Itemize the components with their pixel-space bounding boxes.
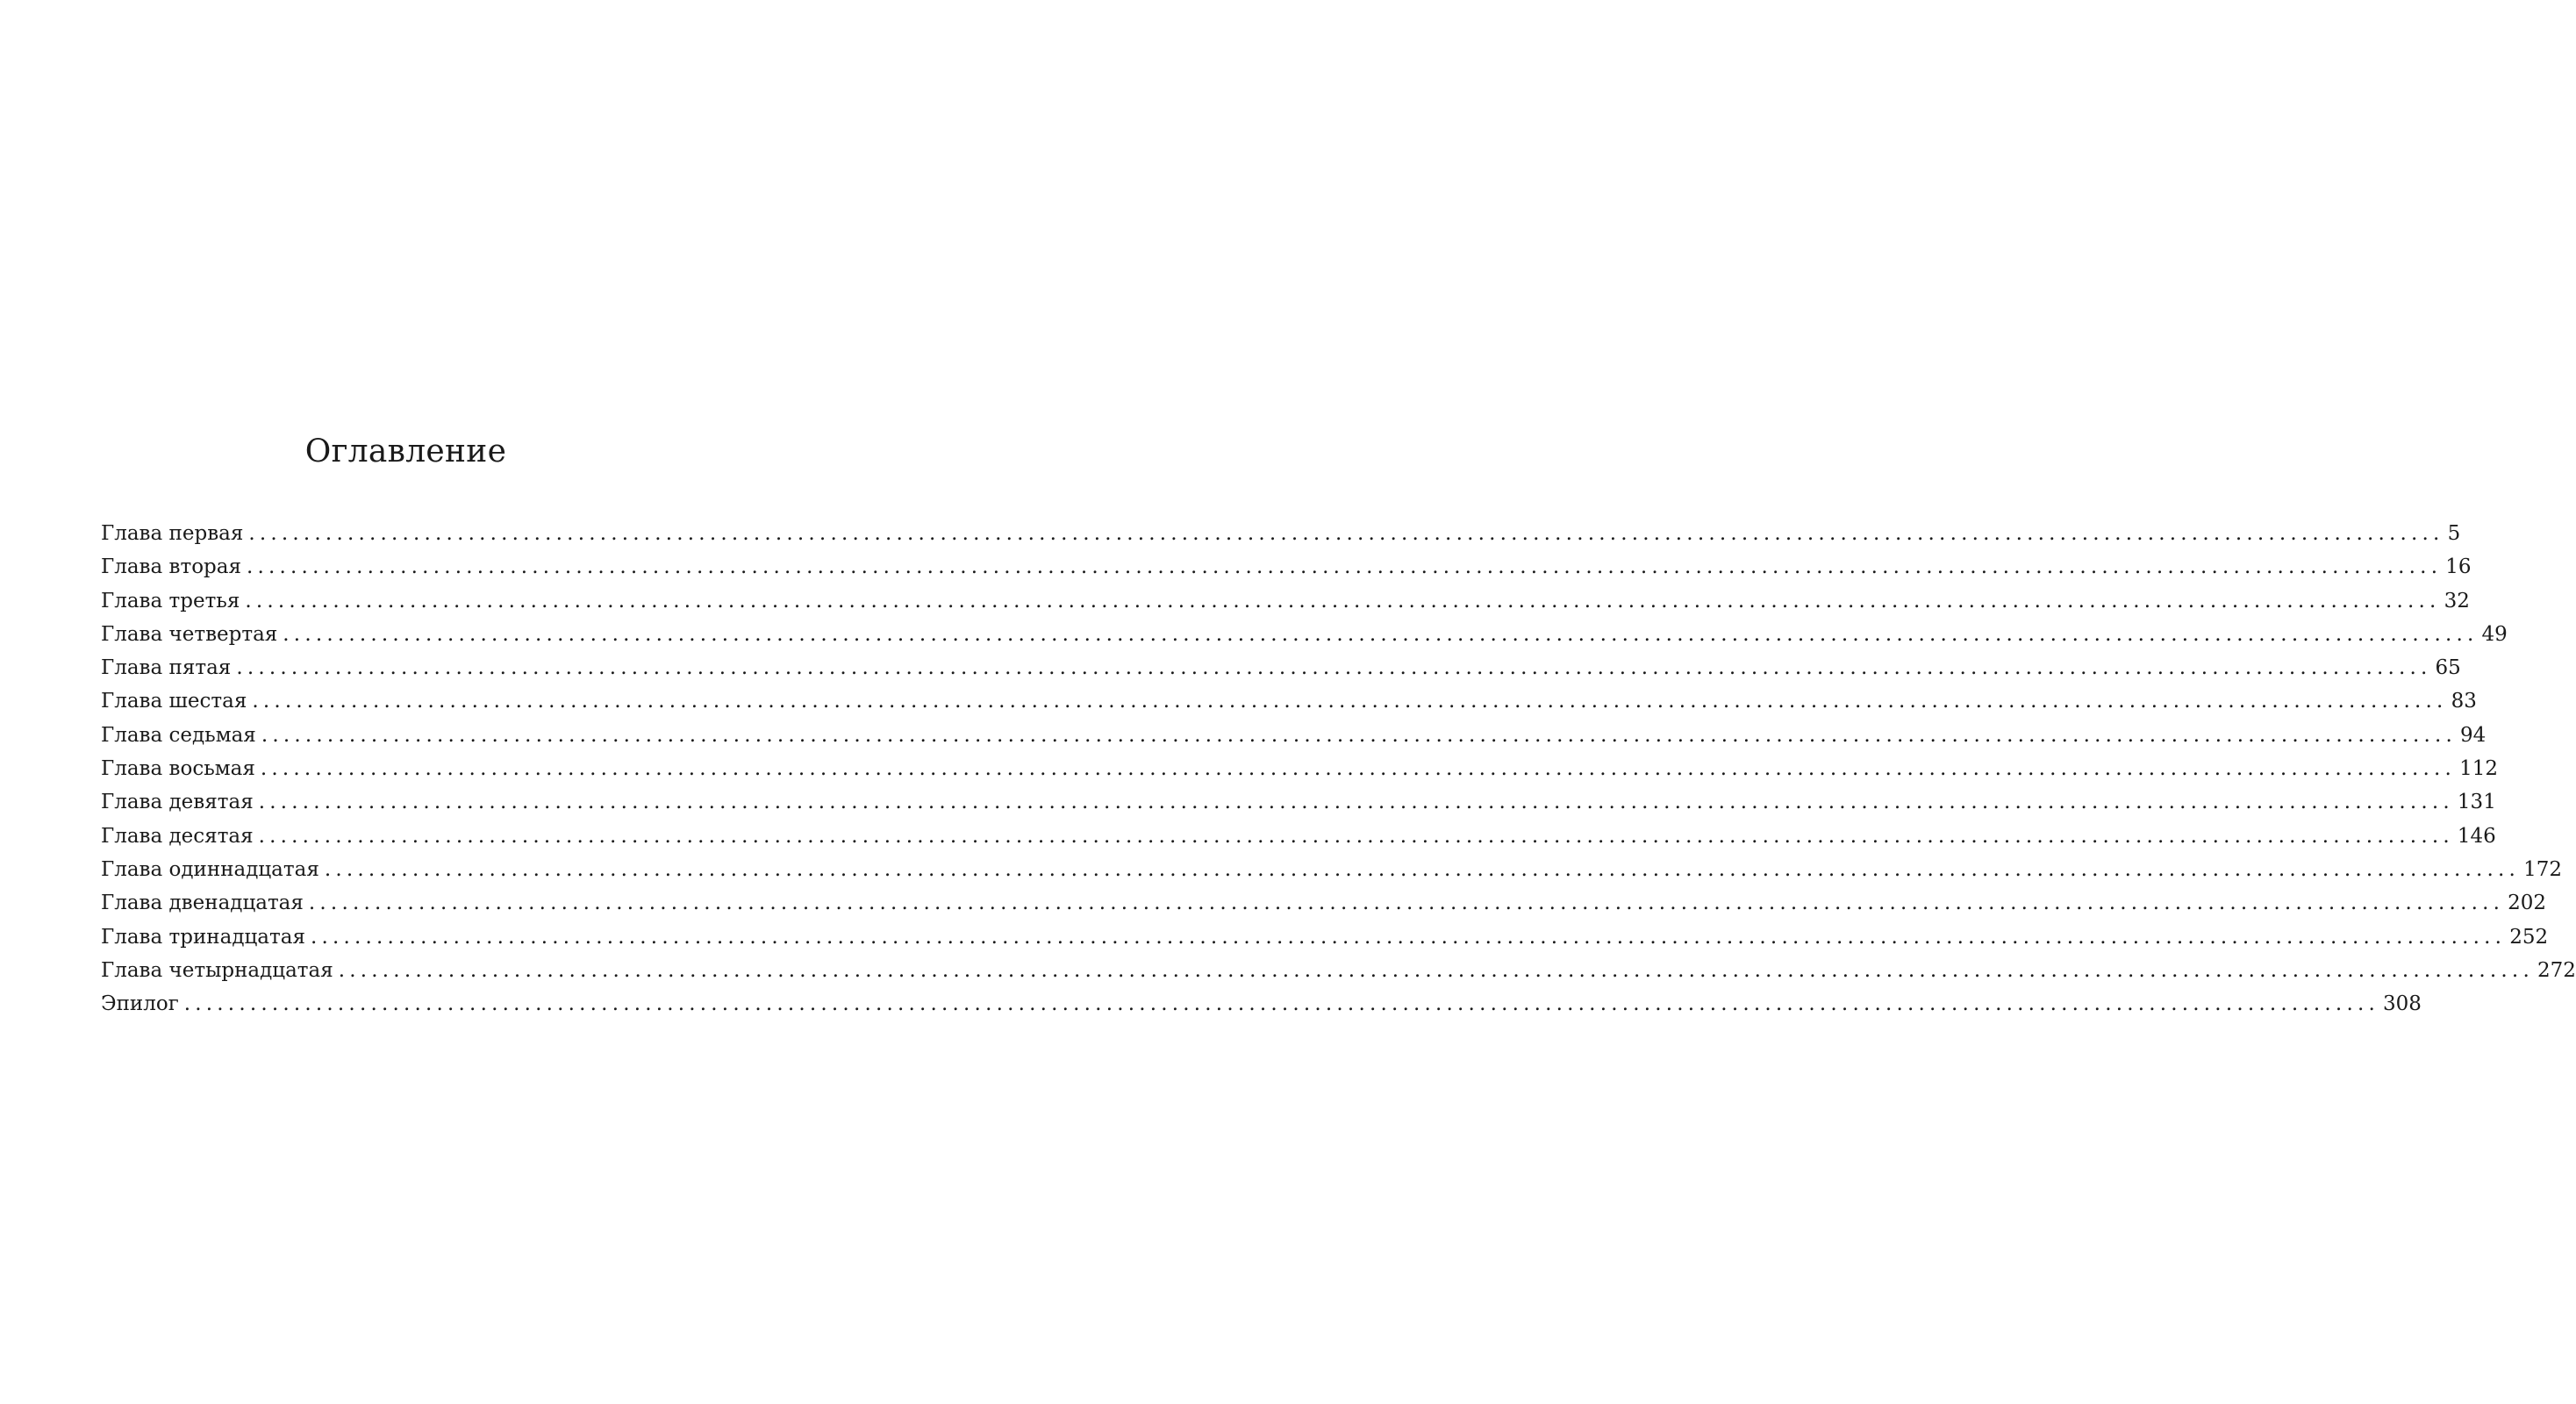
toc-entry-page: 83 (2451, 690, 2477, 713)
toc-entry-page: 131 (2457, 791, 2496, 814)
toc-entry-page: 94 (2460, 723, 2487, 747)
toc-entry (101, 920, 2549, 954)
toc-entry-page: 146 (2457, 824, 2496, 848)
toc-entry-page: 252 (2509, 925, 2549, 949)
toc-leader-dots: ........................................................................................................................................................................................................ (261, 723, 2458, 747)
toc-leader-dots: ........................................................................................................................................................................................................ (338, 958, 2534, 982)
toc-entry-page: 172 (2523, 857, 2562, 881)
toc-entry-page: 32 (2444, 589, 2470, 612)
toc-entry (101, 987, 2422, 1021)
toc-leader-dots: ........................................................................................................................................................................................................ (260, 757, 2457, 781)
toc-entry (101, 618, 2508, 651)
toc-entry (101, 886, 2547, 920)
toc-entry (101, 785, 2496, 819)
toc-entry-label: Глава двенадцатая (101, 892, 304, 915)
toc-leader-dots: ........................................................................................................................................................................................................ (248, 522, 2444, 545)
toc-entry (101, 820, 2496, 853)
toc-entry-label: Глава восьмая (101, 757, 255, 781)
toc-entry (101, 752, 2498, 785)
toc-entry-label: Глава четвертая (101, 622, 278, 646)
toc-entry-label: Глава третья (101, 589, 240, 612)
toc-leader-dots: ........................................................................................................................................................................................................ (258, 824, 2454, 848)
toc-entry-label: Эпилог (101, 992, 179, 1016)
toc-entry-label: Глава вторая (101, 555, 241, 579)
toc-entry-page: 16 (2445, 555, 2472, 579)
toc-entry-label: Глава первая (101, 522, 244, 545)
toc-leader-dots: ........................................................................................................................................................................................................ (245, 589, 2441, 612)
toc-leader-dots: ........................................................................................................................................................................................................ (183, 992, 2379, 1016)
toc-entry (101, 584, 2470, 618)
toc-entry-label: Глава одиннадцатая (101, 857, 319, 881)
toc-leader-dots: ........................................................................................................................................................................................................ (247, 555, 2443, 579)
toc-leader-dots: ........................................................................................................................................................................................................ (310, 925, 2507, 949)
toc-entry-page: 308 (2382, 992, 2422, 1016)
toc-entry-label: Глава четырнадцатая (101, 958, 333, 982)
toc-leader-dots: ........................................................................................................................................................................................................ (283, 622, 2479, 646)
toc-entry-page: 272 (2537, 958, 2576, 982)
toc-entry-page: 202 (2508, 892, 2547, 915)
toc-entry (101, 684, 2477, 718)
page-title: Оглавление (304, 433, 507, 469)
table-of-contents (101, 517, 2576, 1021)
toc-entry-page: 5 (2447, 522, 2461, 545)
toc-entry-page: 65 (2435, 656, 2461, 680)
toc-entry (101, 550, 2472, 584)
toc-entry-label: Глава шестая (101, 690, 247, 713)
toc-entry-label: Глава десятая (101, 824, 254, 848)
toc-entry-label: Глава тринадцатая (101, 925, 305, 949)
toc-entry (101, 853, 2562, 886)
toc-entry (101, 954, 2576, 987)
toc-entry-page: 49 (2481, 622, 2508, 646)
toc-leader-dots: ........................................................................................................................................................................................................ (236, 656, 2432, 680)
toc-leader-dots: ........................................................................................................................................................................................................ (308, 892, 2505, 915)
toc-entry-page: 112 (2459, 757, 2498, 781)
toc-leader-dots: ........................................................................................................................................................................................................ (258, 791, 2454, 814)
toc-entry (101, 517, 2461, 550)
toc-leader-dots: ........................................................................................................................................................................................................ (252, 690, 2448, 713)
toc-entry-label: Глава девятая (101, 791, 254, 814)
toc-entry-label: Глава седьмая (101, 723, 256, 747)
toc-entry-label: Глава пятая (101, 656, 232, 680)
toc-entry (101, 719, 2487, 752)
toc-entry (101, 651, 2461, 684)
toc-leader-dots: ........................................................................................................................................................................................................ (324, 857, 2521, 881)
